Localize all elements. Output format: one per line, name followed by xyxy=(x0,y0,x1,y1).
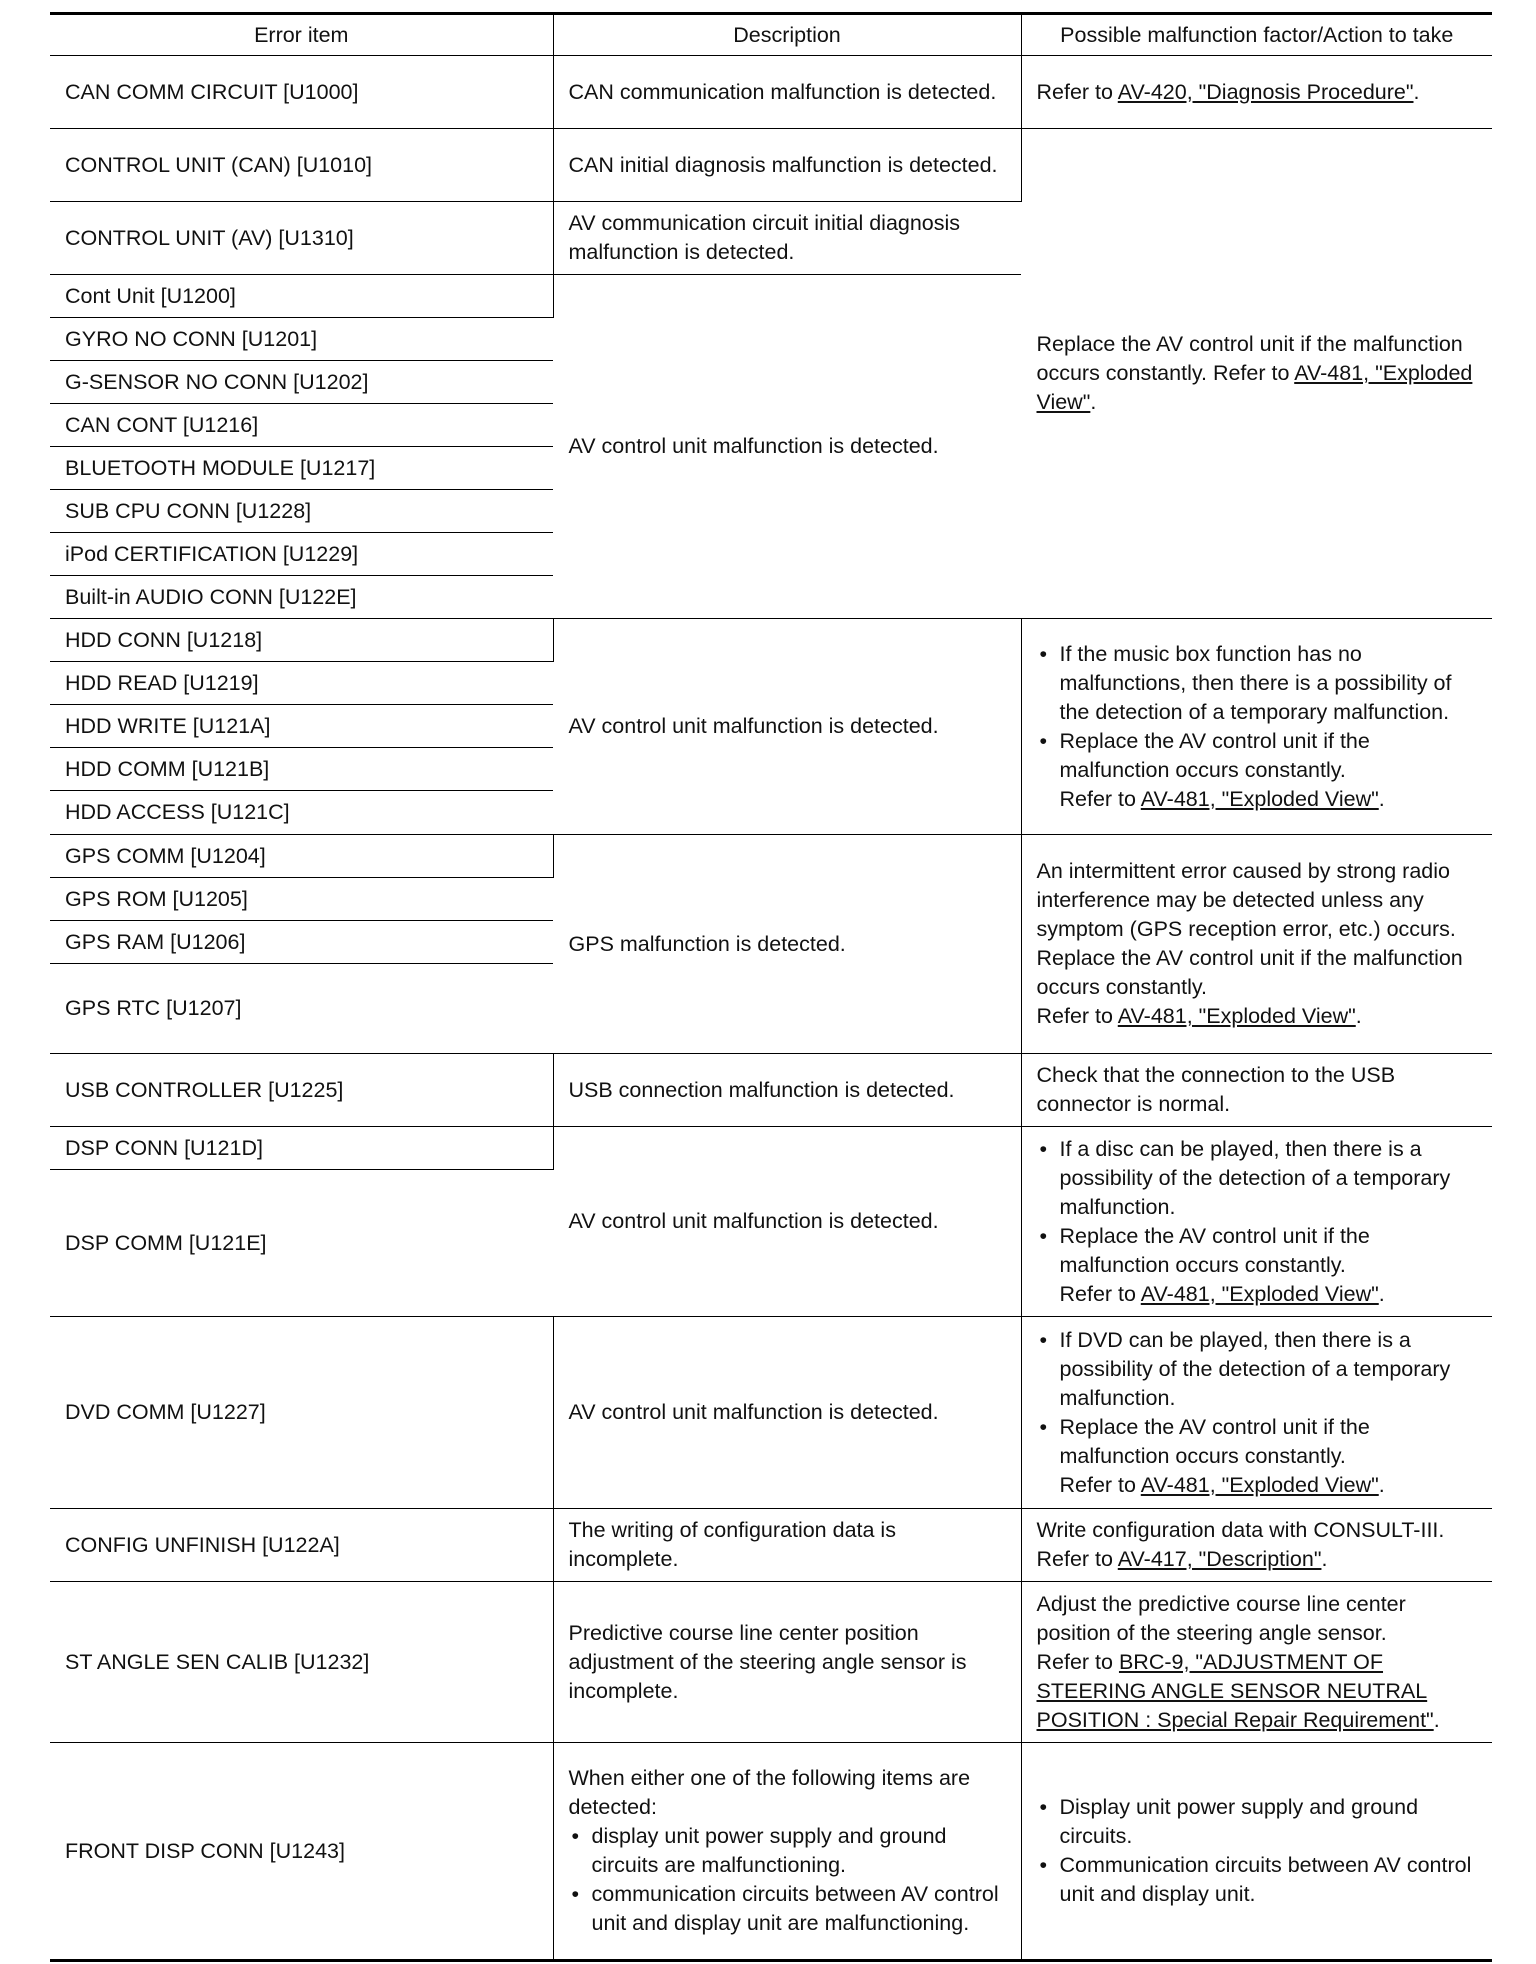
action-cell xyxy=(1021,1127,1492,1317)
error-item-cell: ST ANGLE SEN CALIB [U1232] xyxy=(50,1582,553,1743)
description-cell: AV control unit malfunction is detected. xyxy=(553,275,1021,619)
config-action-text: Write configuration data with CONSULT-III. Refer to xyxy=(1036,1518,1445,1571)
period: . xyxy=(1413,79,1420,104)
replace-text: Replace the AV control unit if the malfunction occurs constantly. xyxy=(1059,1414,1370,1468)
action-cell xyxy=(1021,56,1492,129)
error-item-cell: DSP COMM [U121E] xyxy=(50,1170,553,1317)
description-cell: GPS malfunction is detected. xyxy=(553,835,1021,1054)
gps-action-text: An intermittent error caused by strong radio interference may be detected unless any symptom (GPS reception error, etc.) occurs. xyxy=(1036,859,1456,941)
description-cell: CAN communication malfunction is detected. xyxy=(553,56,1021,129)
bullet-item: • communication circuits between AV control unit and display unit are malfunctioning. xyxy=(569,1880,1006,1938)
replace-text: Replace the AV control unit if the malfunction occurs constantly. xyxy=(1059,728,1370,782)
bullet-item: • If a disc can be played, then there is a possibility of the detection of a temporary malfunction. xyxy=(1037,1135,1478,1222)
description-link[interactable]: AV-417, "Description" xyxy=(1117,1547,1322,1571)
error-item-cell: DSP CONN [U121D] xyxy=(50,1127,553,1170)
description-cell: AV control unit malfunction is detected. xyxy=(553,1317,1021,1509)
bullet-item: • Communication circuits between AV control unit and display unit. xyxy=(1037,1851,1478,1909)
action-cell xyxy=(1021,835,1492,1054)
exploded-view-link[interactable]: AV-481, "Exploded View" xyxy=(1140,1472,1379,1497)
table-row xyxy=(50,1743,1492,1961)
description-cell: AV control unit malfunction is detected. xyxy=(553,1127,1021,1317)
table-row xyxy=(50,1317,1492,1509)
header-error-item: Error item xyxy=(50,14,553,56)
error-item-cell: GPS RAM [U1206] xyxy=(50,921,553,964)
description-cell: USB connection malfunction is detected. xyxy=(553,1054,1021,1127)
action-cell xyxy=(1021,1317,1492,1509)
error-item-cell: HDD WRITE [U121A] xyxy=(50,705,553,748)
bullet-item: • If the music box function has no malfunctions, then there is a possibility of the detection of a temporary malfunction. xyxy=(1037,640,1478,727)
action-cell xyxy=(1021,1509,1492,1582)
bullet-item: • If DVD can be played, then there is a possibility of the detection of a temporary malfunction. xyxy=(1037,1326,1478,1413)
bullet-item: • Display unit power supply and ground circuits. xyxy=(1037,1793,1478,1851)
error-item-cell: Built-in AUDIO CONN [U122E] xyxy=(50,576,553,619)
error-item-cell: GPS RTC [U1207] xyxy=(50,964,553,1054)
description-cell: Predictive course line center position adjustment of the steering angle sensor is incomplete. xyxy=(553,1582,1021,1743)
error-code-table xyxy=(50,12,1492,1962)
refer-to-text: Refer to xyxy=(1036,1004,1118,1028)
exploded-view-link[interactable]: AV-481, "Exploded View" xyxy=(1117,1004,1356,1028)
error-item-cell: Cont Unit [U1200] xyxy=(50,275,553,318)
st-angle-action-text: Adjust the predictive course line center position of the steering angle sensor. xyxy=(1036,1591,1406,1645)
error-item-cell: DVD COMM [U1227] xyxy=(50,1317,553,1509)
error-item-cell: HDD ACCESS [U121C] xyxy=(50,791,553,835)
description-bullet-list xyxy=(569,1822,1006,1938)
exploded-view-link[interactable]: AV-481, "Exploded View" xyxy=(1036,361,1473,414)
error-item-cell: CAN CONT [U1216] xyxy=(50,404,553,447)
table-row xyxy=(50,1509,1492,1582)
error-item-cell: CONFIG UNFINISH [U122A] xyxy=(50,1509,553,1582)
table-row xyxy=(50,1582,1492,1743)
period: . xyxy=(1378,786,1385,811)
action-cell xyxy=(1021,1743,1492,1961)
table-row xyxy=(50,56,1492,129)
bullet-item xyxy=(1037,1222,1478,1309)
error-item-cell: CONTROL UNIT (CAN) [U1010] xyxy=(50,129,553,202)
table-row xyxy=(50,129,1492,202)
error-item-cell: HDD COMM [U121B] xyxy=(50,748,553,791)
table-header-row xyxy=(50,14,1492,56)
period: . xyxy=(1433,1707,1440,1732)
error-code-table-section xyxy=(50,12,1492,1962)
diagnosis-procedure-link[interactable]: AV-420, "Diagnosis Procedure" xyxy=(1117,79,1414,104)
action-bullet-list xyxy=(1037,1793,1478,1909)
refer-to-text: Refer to xyxy=(1059,1472,1141,1497)
action-bullet-list xyxy=(1037,640,1478,814)
action-cell: Check that the connection to the USB connector is normal. xyxy=(1021,1054,1492,1127)
error-item-cell: GPS COMM [U1204] xyxy=(50,835,553,878)
period: . xyxy=(1355,1004,1362,1028)
table-row xyxy=(50,835,1492,878)
action-cell xyxy=(1021,129,1492,619)
bullet-item xyxy=(1037,727,1478,814)
error-item-cell: GPS ROM [U1205] xyxy=(50,878,553,921)
error-item-cell: FRONT DISP CONN [U1243] xyxy=(50,1743,553,1961)
front-disp-intro: When either one of the following items are detected: xyxy=(568,1766,971,1819)
error-item-cell: G-SENSOR NO CONN [U1202] xyxy=(50,361,553,404)
table-row xyxy=(50,619,1492,662)
period: . xyxy=(1090,390,1097,414)
table-row xyxy=(50,1127,1492,1170)
bullet-item xyxy=(1037,1413,1478,1500)
period: . xyxy=(1378,1281,1385,1306)
period: . xyxy=(1321,1547,1328,1571)
refer-to-text: Refer to xyxy=(1036,79,1118,104)
period: . xyxy=(1378,1472,1385,1497)
action-cell xyxy=(1021,1582,1492,1743)
description-cell: AV communication circuit initial diagnosis malfunction is detected. xyxy=(553,202,1021,275)
replace-action-text: Replace the AV control unit if the malfunction occurs constantly. Refer to xyxy=(1036,332,1463,385)
error-item-cell: BLUETOOTH MODULE [U1217] xyxy=(50,447,553,490)
action-bullet-list xyxy=(1037,1326,1478,1500)
error-item-cell: iPod CERTIFICATION [U1229] xyxy=(50,533,553,576)
refer-to-text: Refer to xyxy=(1036,1649,1119,1674)
refer-to-text: Refer to xyxy=(1059,1281,1141,1306)
refer-to-text: Refer to xyxy=(1059,786,1141,811)
table-row xyxy=(50,1054,1492,1127)
error-item-cell: HDD READ [U1219] xyxy=(50,662,553,705)
description-cell xyxy=(553,1743,1021,1961)
steering-angle-adjustment-link[interactable]: BRC-9, "ADJUSTMENT OF STEERING ANGLE SENSOR NEUTRAL POSITION : Special Repair Requirement" xyxy=(1036,1649,1434,1732)
action-cell xyxy=(1021,619,1492,835)
description-cell: CAN initial diagnosis malfunction is detected. xyxy=(553,129,1021,202)
bullet-item: • display unit power supply and ground circuits are malfunctioning. xyxy=(569,1822,1006,1880)
error-item-cell: CONTROL UNIT (AV) [U1310] xyxy=(50,202,553,275)
description-cell: AV control unit malfunction is detected. xyxy=(553,619,1021,835)
error-item-cell: HDD CONN [U1218] xyxy=(50,619,553,662)
error-item-cell: CAN COMM CIRCUIT [U1000] xyxy=(50,56,553,129)
replace-text: Replace the AV control unit if the malfunction occurs constantly. xyxy=(1059,1223,1370,1277)
header-description: Description xyxy=(553,14,1021,56)
error-item-cell: GYRO NO CONN [U1201] xyxy=(50,318,553,361)
replace-text: Replace the AV control unit if the malfunction occurs constantly. xyxy=(1036,946,1463,999)
exploded-view-link[interactable]: AV-481, "Exploded View" xyxy=(1140,786,1379,811)
action-bullet-list xyxy=(1037,1135,1478,1309)
exploded-view-link[interactable]: AV-481, "Exploded View" xyxy=(1140,1281,1379,1306)
description-cell: The writing of configuration data is incomplete. xyxy=(553,1509,1021,1582)
error-item-cell: SUB CPU CONN [U1228] xyxy=(50,490,553,533)
header-action: Possible malfunction factor/Action to take xyxy=(1021,14,1492,56)
error-item-cell: USB CONTROLLER [U1225] xyxy=(50,1054,553,1127)
